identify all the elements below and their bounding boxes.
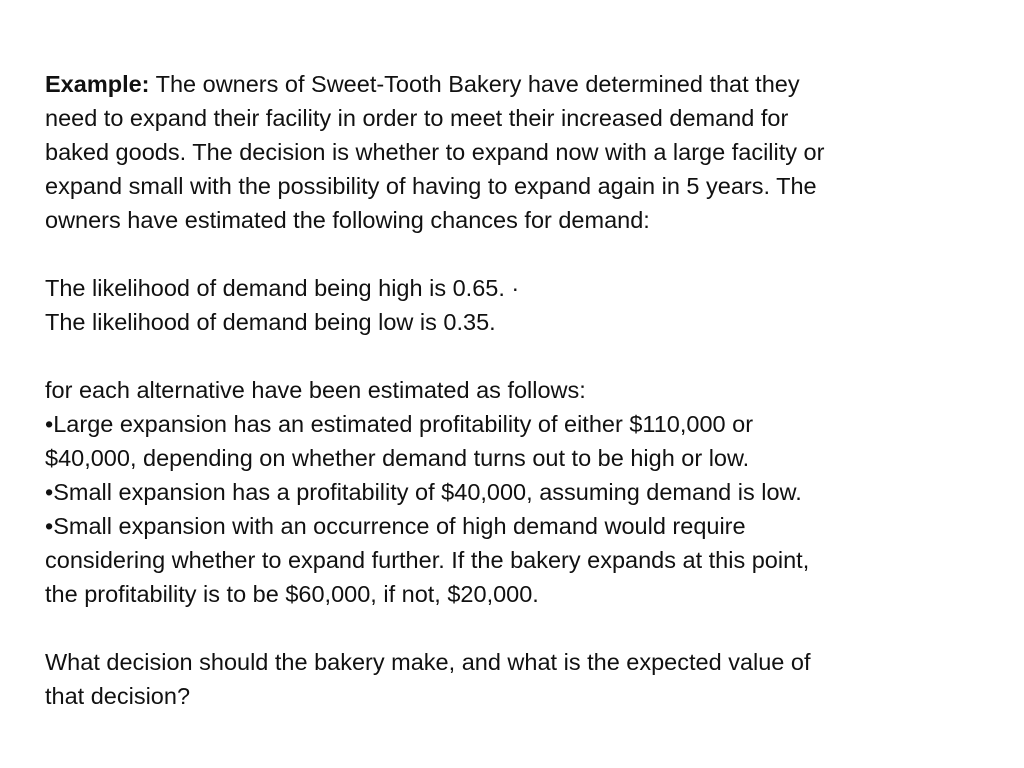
example-intro-line: expand small with the possibility of having to expand again in 5 years. The (45, 173, 817, 199)
example-intro-line: owners have estimated the following chances for demand: (45, 207, 650, 233)
example-intro-line: baked goods. The decision is whether to expand now with a large facility or (45, 139, 825, 165)
alternative-line: •Large expansion has an estimated profitability of either $110,000 or (45, 411, 754, 437)
paragraph-gap (45, 611, 1005, 645)
likelihood-paragraph (45, 271, 1005, 339)
example-first-line (45, 67, 1005, 101)
paragraph-gap (45, 237, 1005, 271)
alternatives-heading: for each alternative have been estimated as follows: (45, 377, 586, 403)
alternative-line: •Small expansion with an occurrence of high demand would require (45, 513, 746, 539)
slide-body (45, 67, 1005, 713)
example-intro-first: The owners of Sweet-Tooth Bakery have determined that they (149, 71, 800, 97)
question-paragraph (45, 645, 1005, 713)
question-line: that decision? (45, 683, 191, 709)
likelihood-low: The likelihood of demand being low is 0.35. (45, 309, 496, 335)
paragraph-gap (45, 339, 1005, 373)
alternative-line: considering whether to expand further. If the bakery expands at this point, (45, 547, 810, 573)
alternative-line: •Small expansion has a profitability of $40,000, assuming demand is low. (45, 479, 802, 505)
likelihood-high: The likelihood of demand being high is 0.65. · (45, 275, 520, 301)
example-label: Example: (45, 71, 150, 97)
alternative-line: the profitability is to be $60,000, if not, $20,000. (45, 581, 539, 607)
question-line: What decision should the bakery make, and what is the expected value of (45, 649, 811, 675)
example-paragraph (45, 67, 1005, 237)
alternative-line: $40,000, depending on whether demand turns out to be high or low. (45, 445, 750, 471)
example-intro-line: need to expand their facility in order to meet their increased demand for (45, 105, 789, 131)
alternatives-paragraph (45, 373, 1005, 611)
